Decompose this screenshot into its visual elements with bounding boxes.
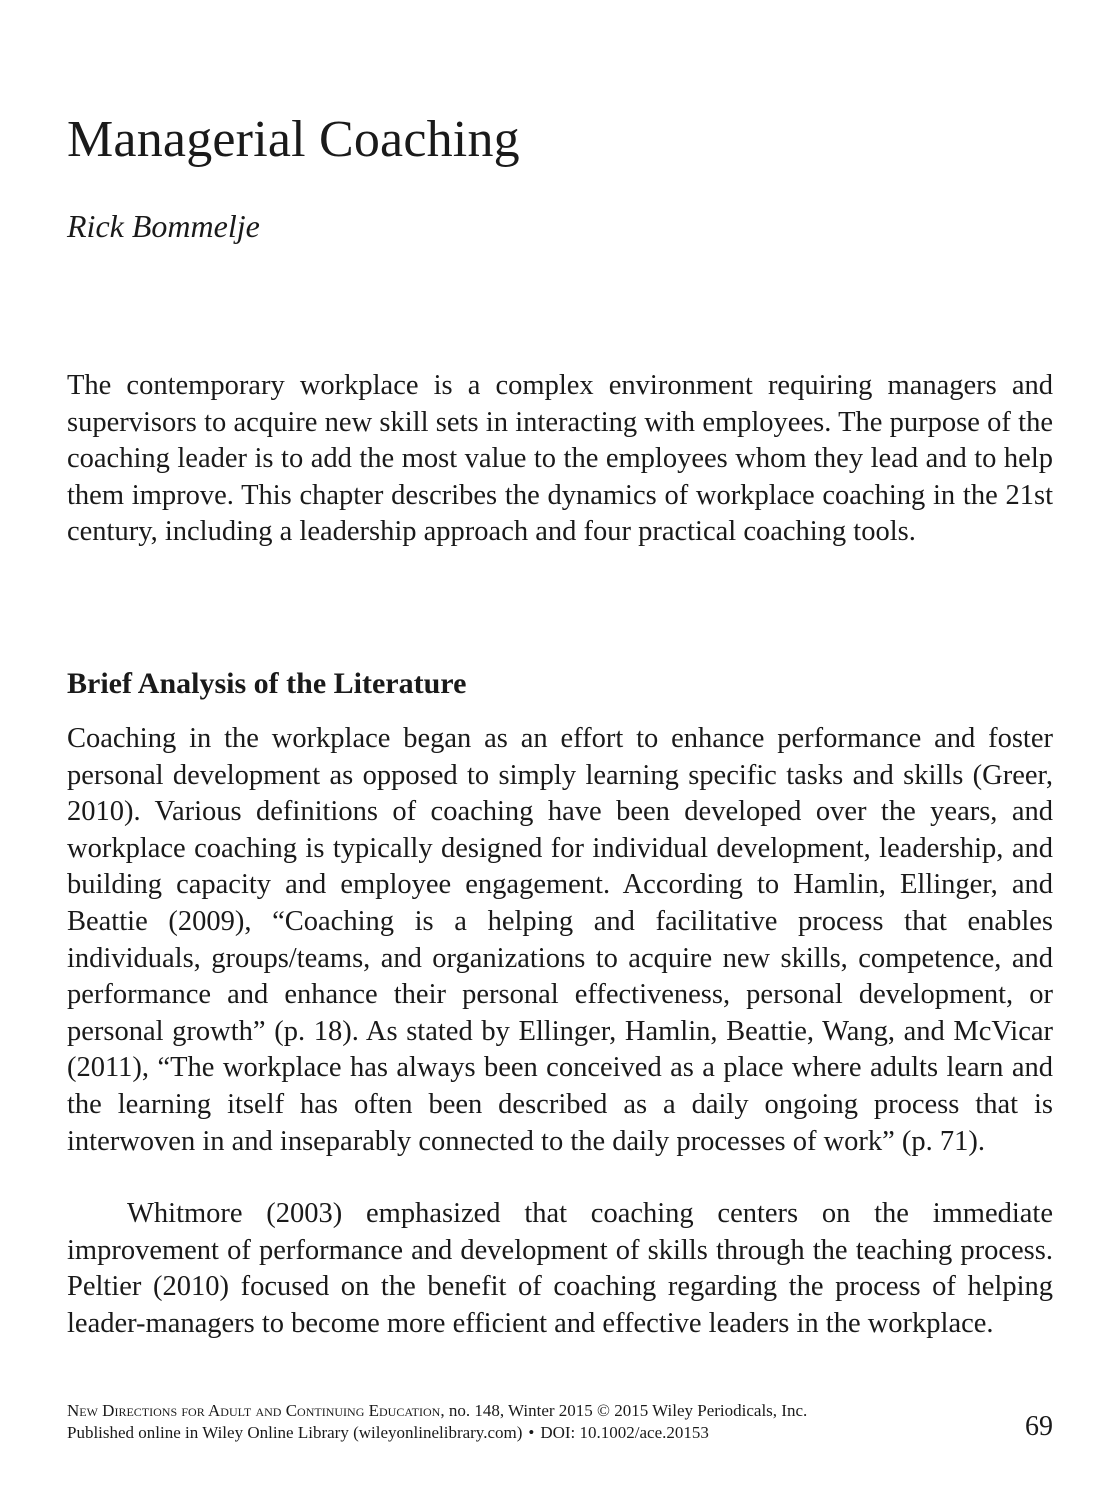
body-paragraph: Whitmore (2003) emphasized that coaching centers on the immediate improvement of performance and development of skills through the teaching process. Peltier (2010) focused on the benefit of coaching regarding the process of helping leader-managers to become more efficient and effective leaders in the workplace. — [67, 1198, 1053, 1339]
section-heading: Brief Analysis of the Literature — [67, 667, 467, 700]
page-number: 69 — [1025, 1411, 1053, 1442]
page-footer — [67, 1400, 1053, 1448]
bullet-separator: • — [528, 1423, 535, 1442]
doi-text: DOI: 10.1002/ace.20153 — [540, 1423, 709, 1442]
article-author: Rick Bommelje — [67, 208, 260, 244]
journal-issue: , no. 148, Winter 2015 © 2015 Wiley Periodicals, Inc. — [440, 1401, 808, 1420]
footer-publication-line — [67, 1422, 709, 1444]
publication-note: Published online in Wiley Online Library (wileyonlinelibrary.com) — [67, 1423, 523, 1442]
abstract-paragraph: The contemporary workplace is a complex environment requiring managers and supervisors to acquire new skill sets in interacting with employees. The purpose of the coaching leader is to add the most value to the employees whom they lead and to help them improve. This chapter describes the dynamics of workplace coaching in the 21st century, including a leadership approach and four practical coaching tools. — [67, 370, 1053, 548]
footer-journal-line — [67, 1400, 807, 1422]
body-paragraph: Coaching in the workplace began as an effort to enhance performance and foster personal development as opposed to simply learning specific tasks and skills (Greer, 2010). Various definitions of coaching have been developed over the years, and workplace coaching is typically designed for individual development, leadership, and building capacity and employee engagement. According to Hamlin, Ellinger, and Beattie (2009), “Coaching is a helping and facilitative process that enables individuals, groups/teams, and organizations to acquire new skills, competence, and performance and enhance their personal effectiveness, personal development, or personal growth” (p. 18). As stated by Ellinger, Hamlin, Beattie, Wang, and McVicar (2011), “The workplace has always been conceived as a place where adults learn and the learning itself has often been described as a daily ongoing process that is interwoven in and inseparably connected to the daily processes of work” (p. 71). — [67, 723, 1053, 1157]
journal-name: New Directions for Adult and Continuing Education — [67, 1401, 441, 1420]
article-title: Managerial Coaching — [67, 111, 520, 168]
